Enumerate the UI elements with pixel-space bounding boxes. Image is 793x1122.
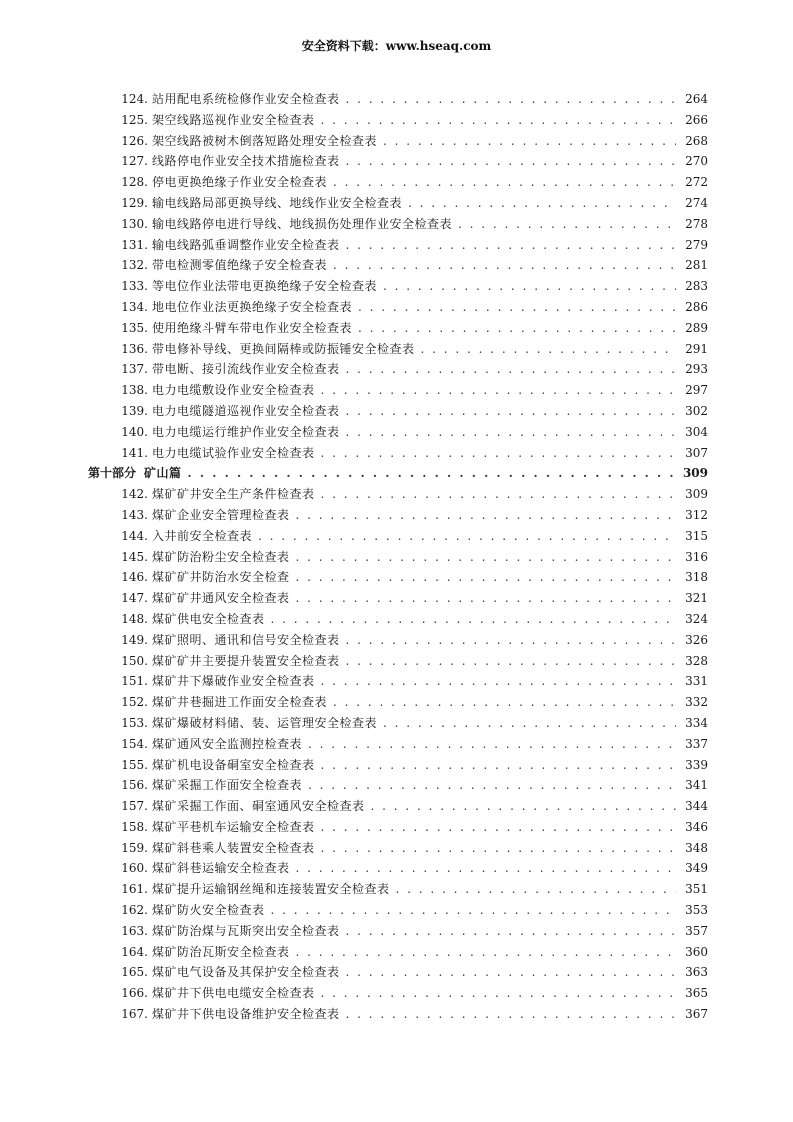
toc-entry[interactable] [88, 879, 708, 900]
toc-entry[interactable] [88, 962, 708, 983]
toc-entry-title: 煤矿机电设备硐室安全检查表 [152, 757, 315, 772]
toc-entry-page: 339 [685, 757, 708, 772]
toc-entry-title: 煤矿提升运输钢丝绳和连接装置安全检查表 [152, 882, 390, 897]
toc-entry-page: 346 [685, 819, 708, 834]
toc-entry-number: 127. [121, 154, 148, 169]
toc-entry-page: 357 [685, 923, 708, 938]
toc-entry[interactable] [88, 796, 708, 817]
toc-entry-page: 334 [685, 715, 708, 730]
toc-entry-page: 312 [685, 507, 708, 522]
toc-entry[interactable] [88, 172, 708, 193]
toc-entry-page: 307 [685, 445, 708, 460]
toc-entry-page: 315 [685, 528, 708, 543]
toc-entry-title: 煤矿爆破材料储、装、运管理安全检查表 [152, 715, 378, 730]
toc-entry-page: 266 [685, 112, 708, 127]
toc-entry-title: 带电断、接引流线作业安全检查表 [152, 362, 340, 377]
toc-entry-number: 153. [121, 715, 148, 730]
toc-entry-page: 286 [685, 299, 708, 314]
toc-entry-title: 煤矿井下供电设备维护安全检查表 [152, 1007, 340, 1022]
toc-entry-title: 煤矿矿井防治水安全检查 [152, 570, 290, 585]
toc-entry-number: 147. [121, 591, 148, 606]
toc-entry-title: 等电位作业法带电更换绝缘子安全检查表 [152, 279, 378, 294]
toc-leader-dots [321, 671, 676, 692]
toc-entry-number: 136. [121, 341, 148, 356]
toc-entry-page: 324 [685, 611, 708, 626]
toc-entry-number: 156. [121, 778, 148, 793]
toc-group-before [88, 89, 708, 463]
toc-entry-title: 煤矿防火安全检查表 [152, 903, 265, 918]
toc-entry-title: 煤矿井巷掘进工作面安全检查表 [152, 695, 328, 710]
toc-entry[interactable] [88, 505, 708, 526]
toc-entry-title: 输电线路弧垂调整作业安全检查表 [152, 237, 340, 252]
toc-entry-page: 270 [685, 154, 708, 169]
toc-entry-title: 煤矿防治瓦斯安全检查表 [152, 944, 290, 959]
toc-entry[interactable] [88, 235, 708, 256]
toc-entry-title: 站用配电系统检修作业安全检查表 [152, 92, 340, 106]
toc-leader-dots [321, 755, 676, 776]
toc-leader-dots [333, 255, 676, 276]
toc-entry-title: 煤矿防治煤与瓦斯突出安全检查表 [152, 923, 340, 938]
toc-leader-dots [383, 713, 676, 734]
toc-leader-dots [358, 297, 676, 318]
toc-entry-page: 268 [685, 133, 708, 148]
toc-leader-dots [296, 588, 676, 609]
toc-leader-dots [421, 339, 676, 360]
toc-entry-title: 入井前安全检查表 [152, 528, 253, 543]
toc-entry-page: 351 [685, 882, 708, 897]
toc-entry-page: 353 [685, 903, 708, 918]
toc-entry-page: 328 [685, 653, 708, 668]
toc-entry-title: 电力电缆试验作业安全检查表 [152, 445, 315, 460]
toc-entry-page: 367 [685, 1007, 708, 1022]
toc-entry-number: 129. [121, 195, 148, 210]
toc-entry-title: 煤矿平巷机车运输安全检查表 [152, 819, 315, 834]
toc-entry-number: 164. [121, 944, 148, 959]
toc-entry-page: 283 [685, 279, 708, 294]
toc-entry-page: 321 [685, 591, 708, 606]
toc-entry-number: 167. [121, 1007, 148, 1022]
toc-leader-dots [271, 609, 676, 630]
toc-entry-number: 157. [121, 799, 148, 814]
toc-leader-dots [346, 235, 676, 256]
toc-entry-page: 326 [685, 632, 708, 647]
toc-entry[interactable] [88, 318, 708, 339]
toc-entry-page: 348 [685, 840, 708, 855]
toc-entry-title: 煤矿采掘工作面、硐室通风安全检查表 [152, 799, 365, 814]
toc-entry-number: 163. [121, 923, 148, 938]
toc-entry[interactable] [88, 858, 708, 879]
toc-entry[interactable] [88, 89, 708, 110]
toc-leader-dots [346, 359, 676, 380]
toc-entry-number: 142. [121, 487, 148, 502]
toc-entry-page: 289 [685, 320, 708, 335]
toc-entry-number: 132. [121, 258, 148, 273]
toc-leader-dots [296, 858, 676, 879]
toc-entry-title: 煤矿供电安全检查表 [152, 611, 265, 626]
toc-entry-page: 344 [685, 799, 708, 814]
toc-entry-title: 输电线路停电进行导线、地线损伤处理作业安全检查表 [152, 216, 453, 231]
toc-entry-title: 煤矿防治粉尘安全检查表 [152, 549, 290, 564]
toc-entry-page: 363 [685, 965, 708, 980]
toc-entry-title: 带电检测零值绝缘子安全检查表 [152, 258, 328, 273]
toc-entry[interactable] [88, 339, 708, 360]
toc-entry-page: 274 [685, 195, 708, 210]
toc-entry-number: 146. [121, 570, 148, 585]
toc-leader-dots [346, 630, 676, 651]
toc-leader-dots [396, 879, 676, 900]
toc-leader-dots [458, 214, 676, 235]
toc-leader-dots [258, 526, 676, 547]
toc-entry[interactable] [88, 255, 708, 276]
toc-entry-number: 138. [121, 383, 148, 398]
toc-entry-title: 煤矿斜巷乘人装置安全检查表 [152, 840, 315, 855]
toc-entry[interactable] [88, 484, 708, 505]
toc-leader-dots [346, 401, 676, 422]
toc-entry-number: 160. [121, 861, 148, 876]
toc-entry-number: 148. [121, 611, 148, 626]
toc-entry-title: 煤矿斜巷运输安全检查表 [152, 861, 290, 876]
toc-entry-number: 149. [121, 632, 148, 647]
toc-entry[interactable] [88, 817, 708, 838]
toc-entry[interactable] [88, 401, 708, 422]
toc-entry-number: 145. [121, 549, 148, 564]
toc-entry[interactable] [88, 692, 708, 713]
toc-entry[interactable] [88, 1004, 708, 1025]
toc-entry-title: 煤矿电气设备及其保护安全检查表 [152, 965, 340, 980]
toc-entry-number: 126. [121, 133, 148, 148]
toc-leader-dots [346, 651, 676, 672]
toc-entry-page: 349 [685, 861, 708, 876]
toc-leader-dots [346, 1004, 676, 1025]
toc-entry-page: 341 [685, 778, 708, 793]
toc-entry[interactable] [88, 422, 708, 443]
toc-entry-number: 162. [121, 903, 148, 918]
toc-leader-dots [383, 131, 676, 152]
toc-entry-page: 360 [685, 944, 708, 959]
toc-entry-number: 141. [121, 445, 148, 460]
toc-entry[interactable] [88, 983, 708, 1004]
toc-entry[interactable] [88, 609, 708, 630]
toc-entry-title: 架空线路被树木倒落短路处理安全检查表 [152, 133, 378, 148]
toc-entry-number: 155. [121, 757, 148, 772]
toc-entry-title: 煤矿采掘工作面安全检查表 [152, 778, 303, 793]
toc-entry[interactable] [88, 588, 708, 609]
toc-part-title: 矿山篇 [144, 466, 182, 481]
toc-entry-title: 煤矿井下供电电缆安全检查表 [152, 986, 315, 1001]
toc-entry[interactable] [88, 567, 708, 588]
toc-entry[interactable] [88, 734, 708, 755]
toc-entry[interactable] [88, 151, 708, 172]
toc-leader-dots [321, 838, 676, 859]
toc-entry-title: 地电位作业法更换绝缘子安全检查表 [152, 299, 353, 314]
toc-leader-dots [188, 463, 676, 484]
toc-entry-number: 152. [121, 695, 148, 710]
toc-leader-dots [296, 547, 676, 568]
toc-entry-title: 停电更换绝缘子作业安全检查表 [152, 175, 328, 190]
toc-leader-dots [346, 962, 676, 983]
toc-leader-dots [358, 318, 676, 339]
toc-leader-dots [321, 983, 676, 1004]
toc-entry[interactable] [88, 755, 708, 776]
toc-leader-dots [296, 505, 676, 526]
toc-entry-title: 架空线路巡视作业安全检查表 [152, 112, 315, 127]
toc-entry[interactable] [88, 276, 708, 297]
toc-entry-title: 电力电缆隧道巡视作业安全检查表 [152, 403, 340, 418]
toc-entry[interactable] [88, 380, 708, 401]
toc-entry-page: 337 [685, 736, 708, 751]
toc-entry-title: 煤矿通风安全监测控检查表 [152, 736, 303, 751]
toc-leader-dots [308, 734, 676, 755]
toc-entry-page: 331 [685, 674, 708, 689]
toc-entry-number: 154. [121, 736, 148, 751]
toc-entry-number: 166. [121, 986, 148, 1001]
toc-leader-dots [346, 89, 676, 110]
toc-leader-dots [371, 796, 676, 817]
toc-entry-title: 线路停电作业安全技术措施检查表 [152, 154, 340, 169]
toc-entry-number: 124. [121, 92, 148, 106]
toc-entry[interactable] [88, 942, 708, 963]
toc-leader-dots [333, 692, 676, 713]
toc-entry-page: 279 [685, 237, 708, 252]
toc-entry[interactable] [88, 838, 708, 859]
toc-entry-title: 输电线路局部更换导线、地线作业安全检查表 [152, 195, 403, 210]
toc-entry[interactable] [88, 131, 708, 152]
toc-entry-page: 318 [685, 570, 708, 585]
toc-entry-page: 316 [685, 549, 708, 564]
toc-entry-number: 144. [121, 528, 148, 543]
toc-entry-title: 带电修补导线、更换间隔棒或防振锤安全检查表 [152, 341, 415, 356]
toc-entry-number: 128. [121, 175, 148, 190]
toc-leader-dots [346, 422, 676, 443]
toc-leader-dots [333, 172, 676, 193]
toc-entry-page: 297 [685, 383, 708, 398]
toc-leader-dots [383, 276, 676, 297]
toc-entry-title: 煤矿矿井主要提升装置安全检查表 [152, 653, 340, 668]
toc-entry[interactable] [88, 713, 708, 734]
toc-part-label: 第十部分 [88, 466, 137, 481]
toc-part-page: 309 [682, 466, 708, 481]
toc-leader-dots [321, 484, 676, 505]
toc-entry-number: 131. [121, 237, 148, 252]
toc-entry-title: 电力电缆运行维护作业安全检查表 [152, 424, 340, 439]
toc-entry-page: 272 [685, 175, 708, 190]
toc-entry-number: 165. [121, 965, 148, 980]
toc-entry-page: 365 [685, 986, 708, 1001]
toc-entry-page: 291 [685, 341, 708, 356]
toc-leader-dots [321, 817, 676, 838]
toc-entry-title: 煤矿照明、通讯和信号安全检查表 [152, 632, 340, 647]
toc-entry[interactable] [88, 193, 708, 214]
toc-entry[interactable] [88, 651, 708, 672]
toc-entry-page: 278 [685, 216, 708, 231]
toc-entry-title: 煤矿企业安全管理检查表 [152, 507, 290, 522]
toc-entry[interactable] [88, 900, 708, 921]
toc-entry-page: 309 [685, 487, 708, 502]
toc-entry-number: 159. [121, 840, 148, 855]
toc-leader-dots [321, 443, 676, 464]
table-of-contents [88, 89, 708, 1025]
toc-entry-number: 130. [121, 216, 148, 231]
toc-entry-number: 161. [121, 882, 148, 897]
toc-entry-number: 134. [121, 299, 148, 314]
toc-leader-dots [321, 380, 676, 401]
toc-entry[interactable] [88, 671, 708, 692]
toc-entry[interactable] [88, 359, 708, 380]
toc-leader-dots [346, 151, 676, 172]
toc-entry[interactable] [88, 297, 708, 318]
toc-leader-dots [408, 193, 676, 214]
toc-entry-number: 137. [121, 362, 148, 377]
toc-entry-number: 150. [121, 653, 148, 668]
toc-leader-dots [296, 567, 676, 588]
toc-entry[interactable] [88, 775, 708, 796]
toc-leader-dots [308, 775, 676, 796]
toc-part-heading[interactable] [88, 463, 708, 484]
toc-entry-title: 电力电缆敷设作业安全检查表 [152, 383, 315, 398]
toc-entry[interactable] [88, 214, 708, 235]
toc-entry-title: 煤矿矿井安全生产条件检查表 [152, 487, 315, 502]
toc-entry[interactable] [88, 526, 708, 547]
toc-entry-title: 煤矿矿井通风安全检查表 [152, 591, 290, 606]
toc-entry[interactable] [88, 630, 708, 651]
toc-entry-number: 133. [121, 279, 148, 294]
toc-entry-number: 140. [121, 424, 148, 439]
toc-entry-number: 135. [121, 320, 148, 335]
toc-group-after [88, 484, 708, 1025]
toc-leader-dots [346, 921, 676, 942]
toc-leader-dots [271, 900, 676, 921]
toc-leader-dots [321, 110, 676, 131]
toc-entry[interactable] [88, 443, 708, 464]
toc-entry-number: 151. [121, 674, 148, 689]
toc-entry-number: 143. [121, 507, 148, 522]
toc-entry-page: 264 [685, 92, 708, 106]
page-header: 安全资料下载：www.hseaq.com [301, 39, 492, 53]
toc-entry[interactable] [88, 110, 708, 131]
toc-entry-number: 139. [121, 403, 148, 418]
toc-entry-number: 125. [121, 112, 148, 127]
toc-entry-page: 302 [685, 403, 708, 418]
toc-entry[interactable] [88, 921, 708, 942]
toc-entry-title: 煤矿井下爆破作业安全检查表 [152, 674, 315, 689]
toc-entry-page: 281 [685, 258, 708, 273]
toc-entry-number: 158. [121, 819, 148, 834]
toc-entry-title: 使用绝缘斗臂车带电作业安全检查表 [152, 320, 353, 335]
toc-leader-dots [296, 942, 676, 963]
toc-entry[interactable] [88, 547, 708, 568]
toc-entry-page: 304 [685, 424, 708, 439]
toc-entry-page: 332 [685, 695, 708, 710]
toc-entry-page: 293 [685, 362, 708, 377]
